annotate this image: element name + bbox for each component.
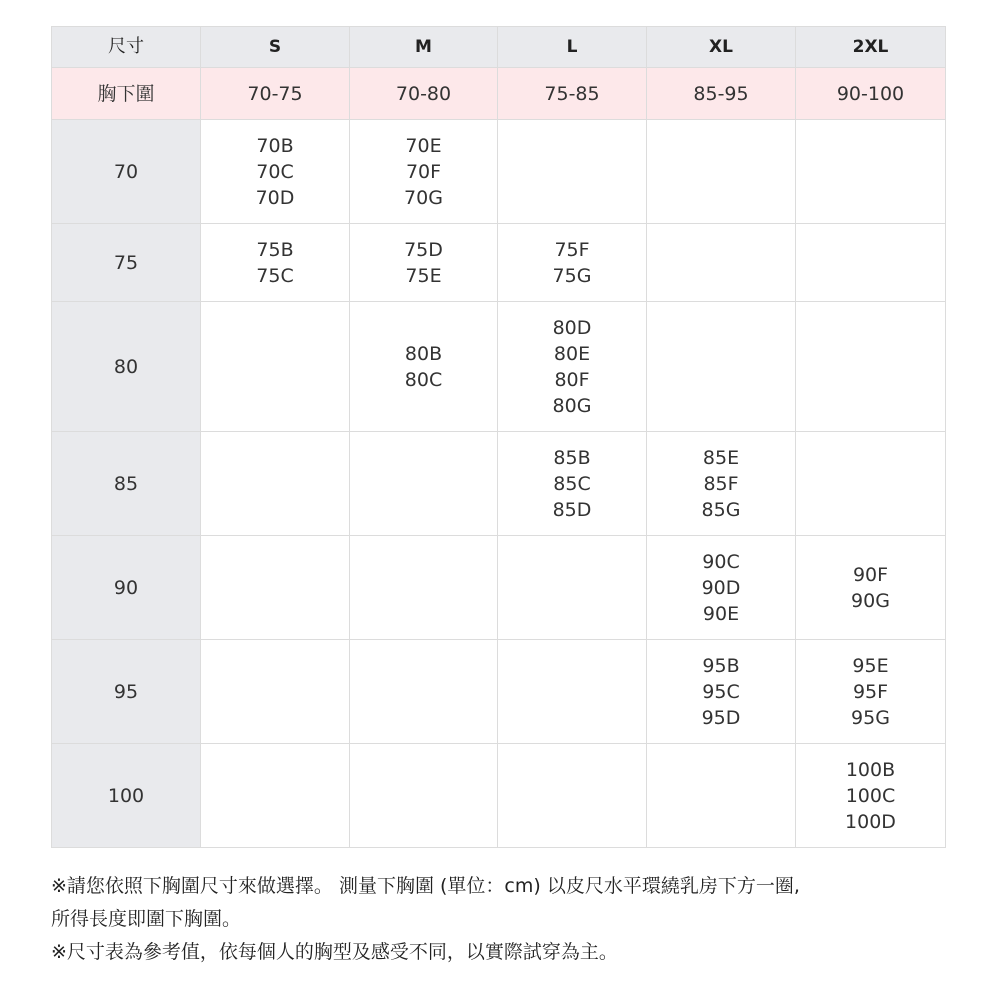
cup-size: 80C — [404, 368, 443, 391]
range-2xl: 90-100 — [796, 68, 946, 120]
size-cell — [647, 744, 796, 848]
size-header-m: M — [350, 27, 498, 68]
cup-size: 75D — [404, 238, 443, 261]
size-cell — [350, 302, 498, 432]
size-cell — [201, 744, 350, 848]
size-cell — [796, 640, 946, 744]
size-header-l: L — [498, 27, 647, 68]
cup-size: 85C — [553, 472, 591, 495]
size-cell — [498, 536, 647, 640]
table-row — [52, 744, 946, 848]
size-cell — [647, 536, 796, 640]
cup-size: 75C — [256, 264, 294, 287]
size-cell — [796, 432, 946, 536]
size-cell — [201, 224, 350, 302]
range-m: 70-80 — [350, 68, 498, 120]
cup-size: 80E — [553, 342, 591, 365]
size-cell — [350, 224, 498, 302]
cup-size: 90F — [852, 563, 889, 586]
cup-size: 70F — [405, 160, 442, 183]
cup-size: 75G — [552, 264, 592, 287]
size-cell — [498, 120, 647, 224]
cup-size: 95B — [702, 654, 740, 677]
size-cell — [647, 432, 796, 536]
size-cell — [647, 302, 796, 432]
cup-size: 80D — [552, 316, 592, 339]
cup-size: 80G — [552, 394, 592, 417]
size-header-2xl: 2XL — [796, 27, 946, 68]
size-cell — [498, 640, 647, 744]
table-row — [52, 432, 946, 536]
row-label: 85 — [52, 432, 201, 536]
table-row — [52, 224, 946, 302]
size-cell — [498, 302, 647, 432]
size-cell — [796, 120, 946, 224]
cup-size: 85E — [702, 446, 740, 469]
range-xl: 85-95 — [647, 68, 796, 120]
cup-size: 75E — [405, 264, 442, 287]
size-table-body — [52, 120, 946, 848]
cup-size: 85G — [701, 498, 741, 521]
size-cell — [350, 432, 498, 536]
range-s: 70-75 — [201, 68, 350, 120]
underbust-range-row — [52, 68, 946, 120]
size-header-row — [52, 27, 946, 68]
size-cell — [201, 120, 350, 224]
cup-size: 90G — [851, 589, 890, 612]
cup-size: 80B — [404, 342, 443, 365]
cup-size: 85D — [552, 498, 592, 521]
size-cell — [201, 432, 350, 536]
size-cell — [350, 536, 498, 640]
size-cell — [647, 224, 796, 302]
cup-size: 100B — [845, 758, 896, 781]
size-cell — [350, 120, 498, 224]
size-cell — [498, 432, 647, 536]
table-row — [52, 536, 946, 640]
size-cell — [201, 536, 350, 640]
cup-size: 95C — [702, 680, 740, 703]
cup-size: 75B — [256, 238, 294, 261]
size-chart-table — [51, 26, 946, 848]
table-row — [52, 640, 946, 744]
underbust-label: 胸下圍 — [52, 68, 201, 120]
cup-size: 95D — [701, 706, 741, 729]
range-l: 75-85 — [498, 68, 647, 120]
table-row — [52, 120, 946, 224]
cup-size: 70B — [256, 134, 294, 157]
table-row — [52, 302, 946, 432]
cup-size: 70C — [256, 160, 294, 183]
size-notes — [51, 870, 951, 969]
note-line-1: ※請您依照下胸圍尺寸來做選擇。 測量下胸圍 (單位：cm) 以皮尺水平環繞乳房下方一圈, — [51, 875, 800, 897]
row-label: 90 — [52, 536, 201, 640]
cup-size: 95G — [851, 706, 890, 729]
row-label: 70 — [52, 120, 201, 224]
row-label: 75 — [52, 224, 201, 302]
cup-size: 85B — [553, 446, 591, 469]
size-cell — [498, 224, 647, 302]
cup-size: 70D — [255, 186, 295, 209]
row-label: 95 — [52, 640, 201, 744]
size-cell — [498, 744, 647, 848]
size-cell — [796, 224, 946, 302]
cup-size: 90E — [702, 602, 740, 625]
cup-size: 80F — [554, 368, 590, 391]
size-cell — [796, 744, 946, 848]
cup-size: 95F — [852, 680, 889, 703]
size-header-xl: XL — [647, 27, 796, 68]
cup-size: 75F — [554, 238, 590, 261]
cup-size: 90D — [701, 576, 741, 599]
size-cell — [350, 744, 498, 848]
row-label: 100 — [52, 744, 201, 848]
cup-size: 70E — [405, 134, 442, 157]
cup-size: 70G — [404, 186, 443, 209]
cup-size: 100C — [845, 784, 896, 807]
note-line-2: 所得長度即圍下胸圍。 — [51, 908, 242, 930]
size-cell — [201, 302, 350, 432]
size-header-s: S — [201, 27, 350, 68]
row-label: 80 — [52, 302, 201, 432]
cup-size: 100D — [845, 810, 896, 833]
cup-size: 95E — [852, 654, 889, 677]
size-cell — [647, 120, 796, 224]
size-header-label: 尺寸 — [52, 27, 201, 68]
size-cell — [350, 640, 498, 744]
size-cell — [796, 536, 946, 640]
size-cell — [201, 640, 350, 744]
note-line-3: ※尺寸表為參考值，依每個人的胸型及感受不同，以實際試穿為主。 — [51, 941, 618, 963]
size-cell — [796, 302, 946, 432]
cup-size: 85F — [703, 472, 739, 495]
size-cell — [647, 640, 796, 744]
cup-size: 90C — [702, 550, 740, 573]
